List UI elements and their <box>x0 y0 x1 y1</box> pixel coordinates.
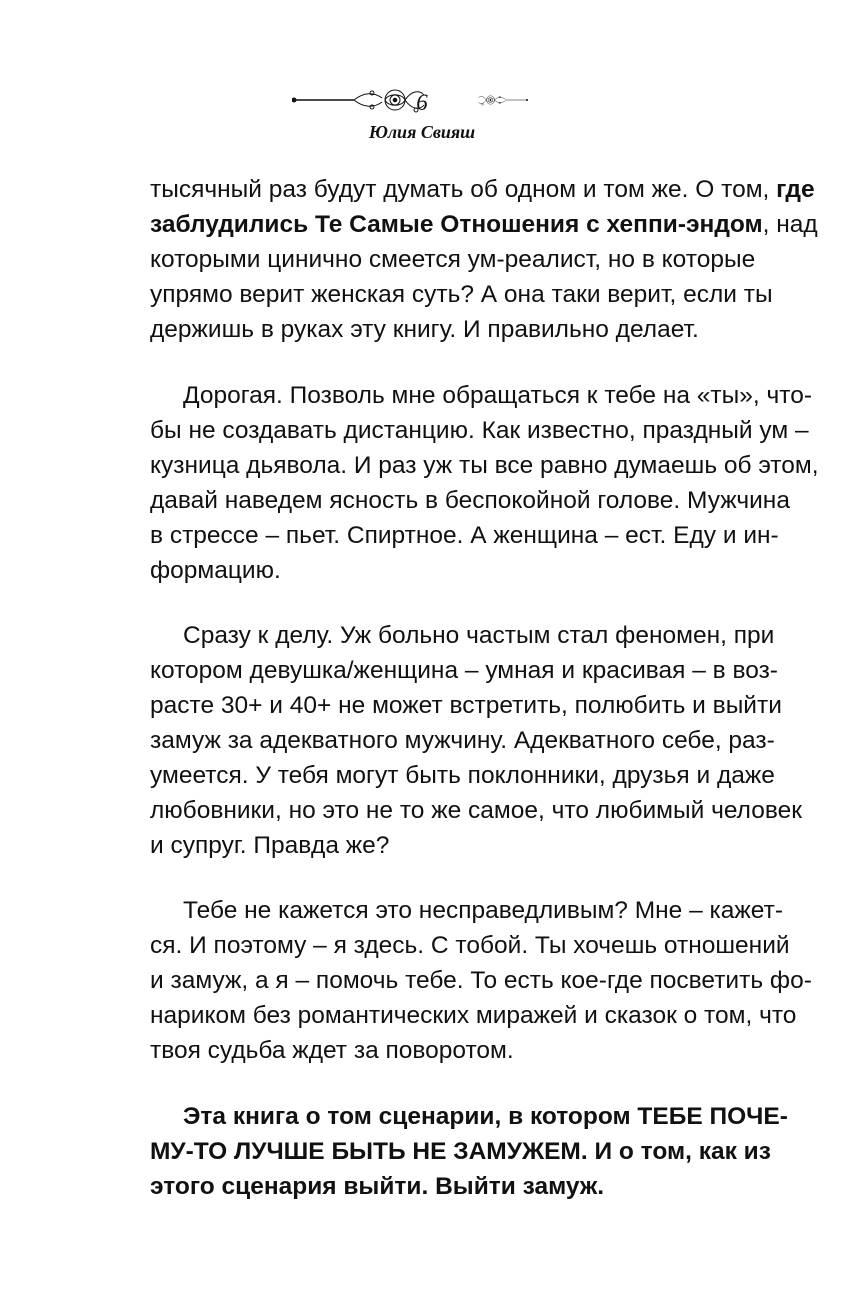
text-line: твоя судьба ждет за поворотом. <box>150 1037 514 1064</box>
text-line: упрямо верит женская суть? А она таки верит, если ты <box>150 281 773 308</box>
text-line: Дорогая. Позволь мне обращаться к тебе на «ты», что- <box>183 382 812 409</box>
text-line: нариком без романтических миражей и сказок о том, что <box>150 1002 797 1029</box>
text-line: Эта книга о том сценарии, в котором ТЕБЕ ПОЧЕ- <box>183 1103 788 1130</box>
text-line: и замуж, а я – помочь тебе. То есть кое-где посветить фо- <box>150 967 812 994</box>
text-line: и супруг. Правда же? <box>150 832 390 859</box>
paragraph-1 <box>150 172 818 347</box>
text-line: держишь в руках эту книгу. И правильно делает. <box>150 316 699 343</box>
page-header <box>0 78 844 150</box>
paragraph-3 <box>150 618 802 863</box>
text-line: в стрессе – пьет. Спиртное. А женщина – ест. Еду и ин- <box>150 522 779 549</box>
text-line: замуж за адекватного мужчину. Адекватного себе, раз- <box>150 727 775 754</box>
text-line: давай наведем ясность в беспокойной голове. Мужчина <box>150 487 790 514</box>
text-line: МУ-ТО ЛУЧШЕ БЫТЬ НЕ ЗАМУЖЕМ. И о том, как из <box>150 1138 771 1165</box>
text-line: тысячный раз будут думать об одном и том же. О том, где <box>150 176 815 203</box>
floral-ornament-right-icon <box>475 80 605 120</box>
text-line: Тебе не кажется это несправедливым? Мне – кажет- <box>183 897 783 924</box>
paragraph-5-emphasis <box>150 1099 788 1204</box>
text-line: Сразу к делу. Уж больно частым стал феномен, при <box>183 622 775 649</box>
running-head-author: Юлия Свияш <box>368 122 476 142</box>
text-line: умеется. У тебя могут быть поклонники, друзья и даже <box>150 762 775 789</box>
text-line: котором девушка/женщина – умная и красивая – в воз- <box>150 657 778 684</box>
paragraph-4 <box>150 893 812 1068</box>
text-line: которыми цинично смеется ум-реалист, но в которые <box>150 246 756 273</box>
text-line: ся. И поэтому – я здесь. С тобой. Ты хочешь отношений <box>150 932 790 959</box>
text-line: кузница дьявола. И раз уж ты все равно думаешь об этом, <box>150 452 819 479</box>
text-line: расте 30+ и 40+ не может встретить, полюбить и выйти <box>150 692 782 719</box>
paragraph-2 <box>150 378 819 588</box>
text-line: этого сценария выйти. Выйти замуж. <box>150 1173 605 1200</box>
text-line: формацию. <box>150 557 281 584</box>
text-line: заблудились Те Самые Отношения с хеппи-эндом, над <box>150 211 818 238</box>
page-number: 6 <box>416 90 428 115</box>
text-line: бы не создавать дистанцию. Как известно, праздный ум – <box>150 417 809 444</box>
text-line: любовники, но это не то же самое, что любимый человек <box>150 797 802 824</box>
